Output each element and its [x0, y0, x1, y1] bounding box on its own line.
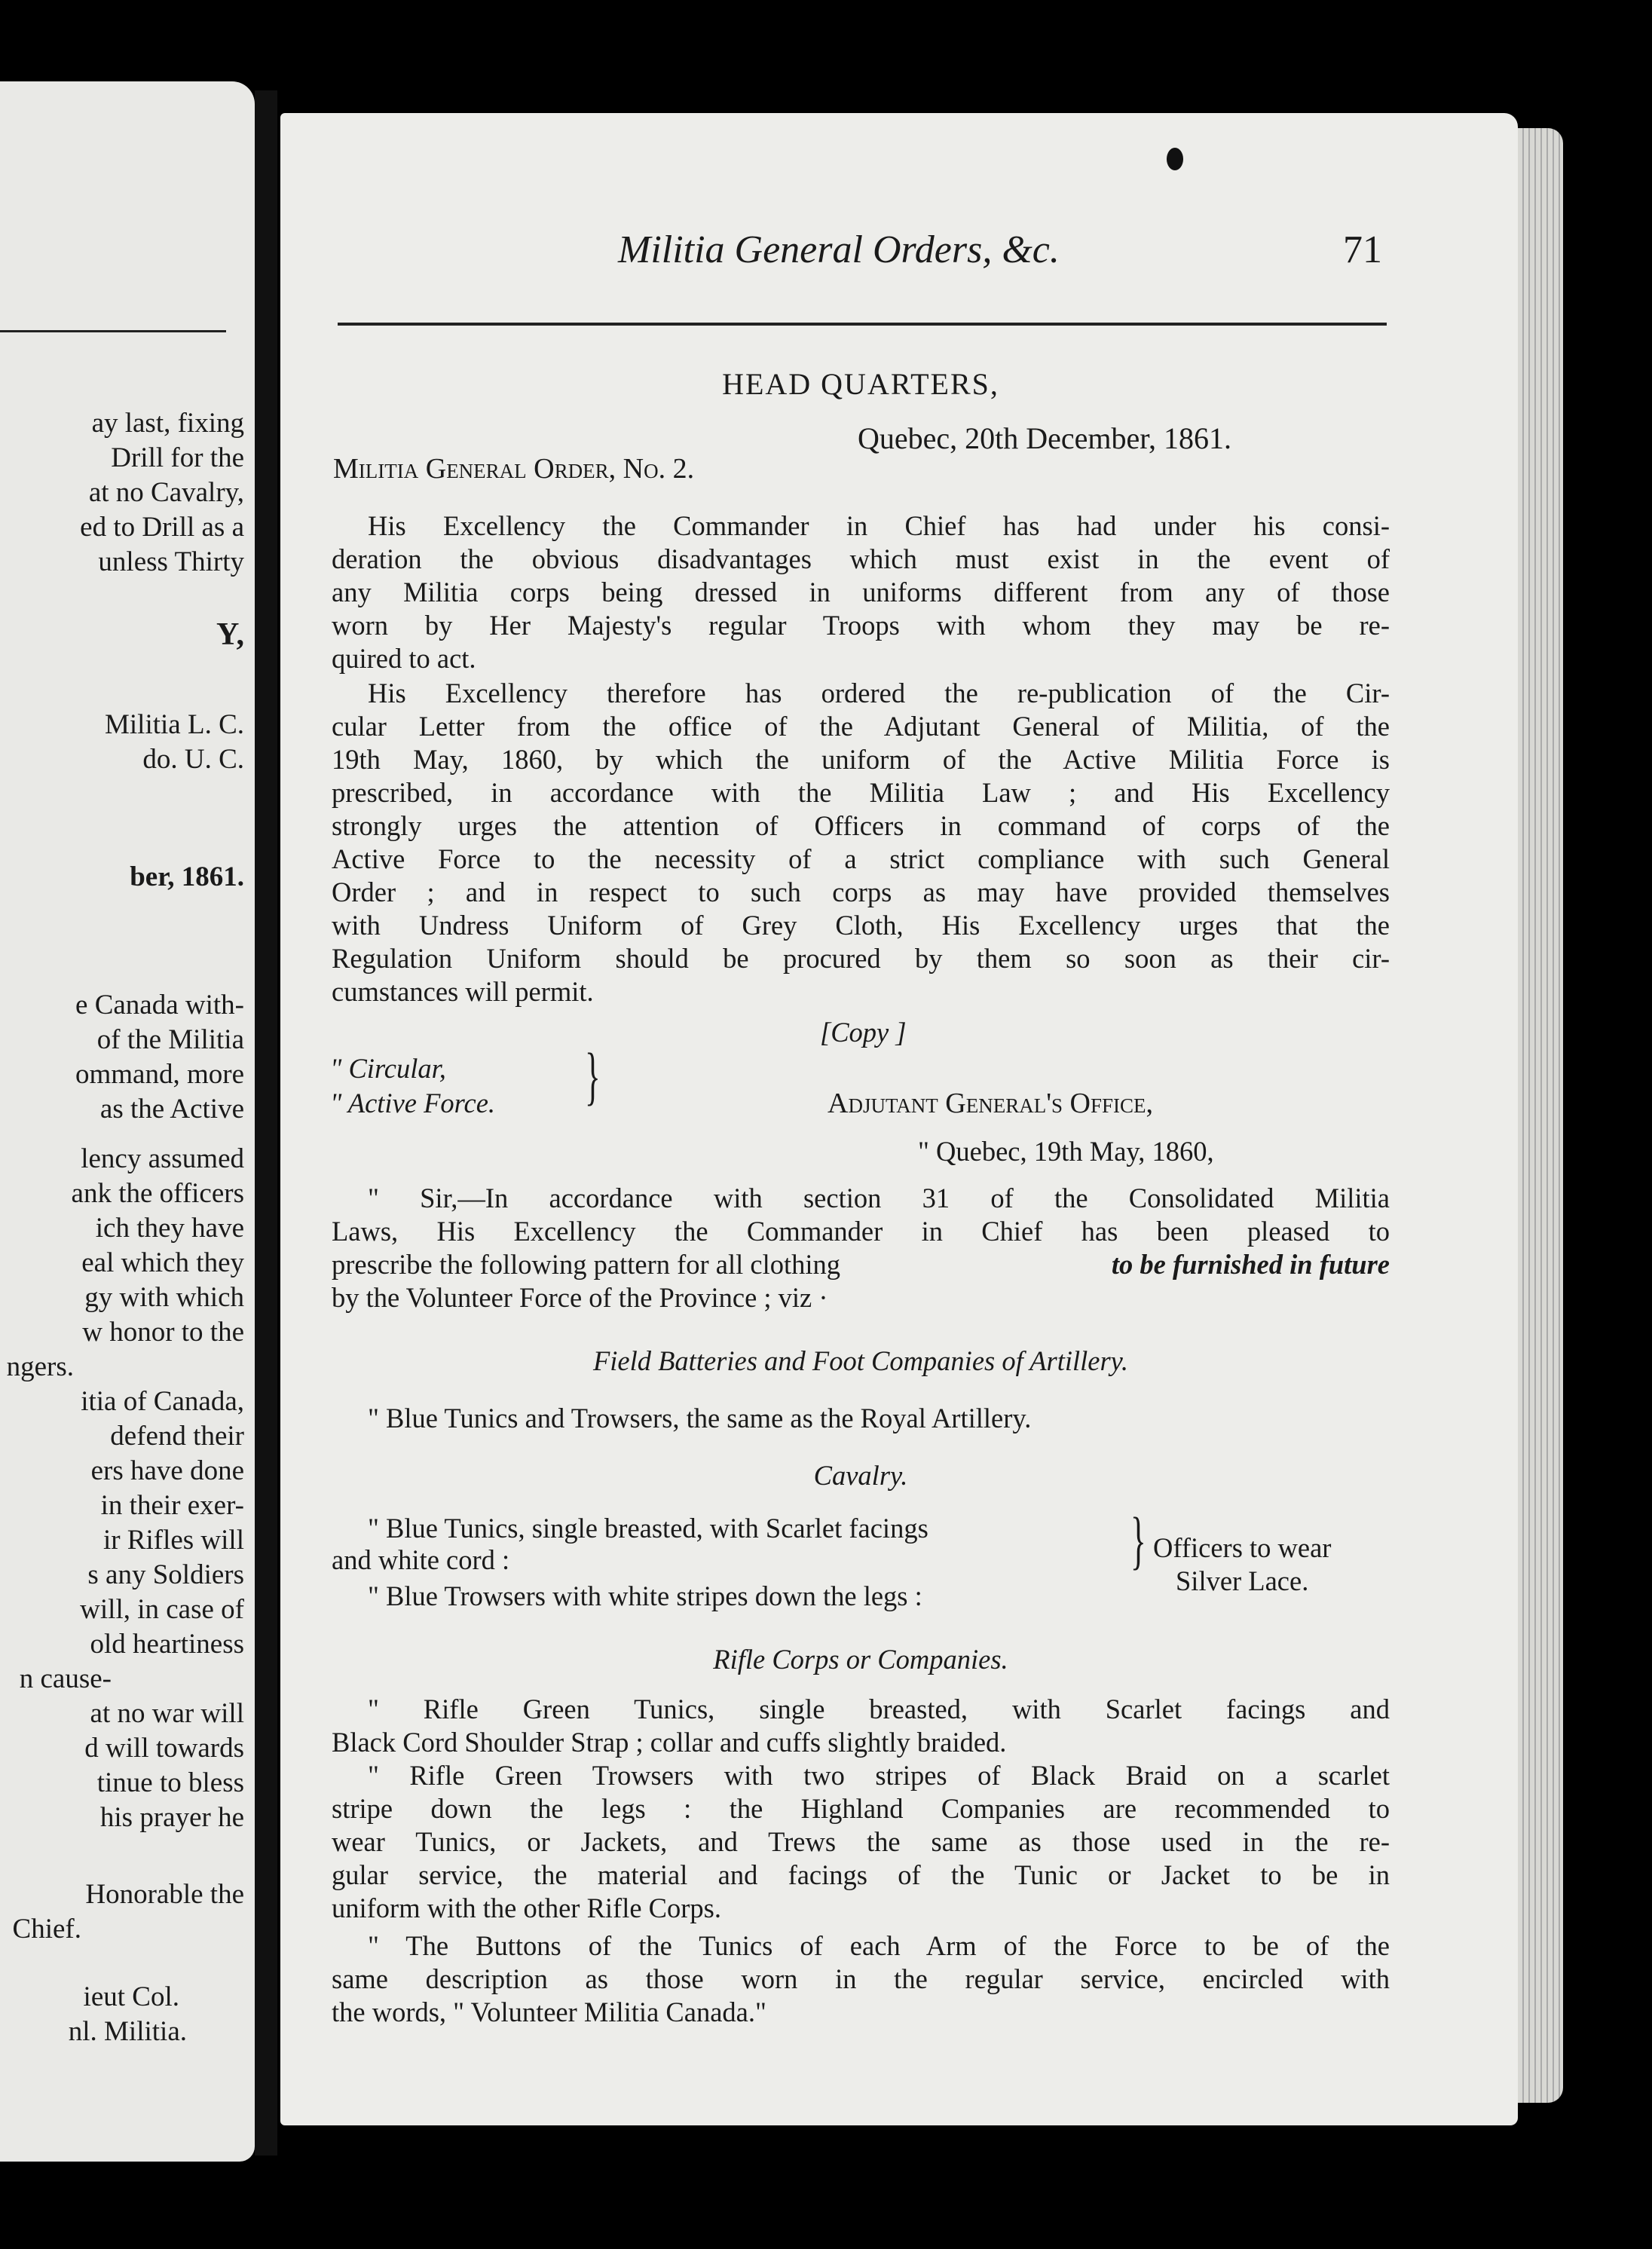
left-text-line: ay last, fixing	[91, 408, 244, 439]
left-text-line: eal which they	[81, 1247, 244, 1278]
body-line: the words, " Volunteer Militia Canada."	[332, 1997, 766, 2027]
left-text-line: in their exer-	[100, 1490, 244, 1521]
order-label: Militia General Order, No. 2.	[333, 453, 695, 485]
body-line: " The Buttons of the Tunics of each Arm of the Force to be of the	[368, 1930, 1390, 1961]
body-line: same description as those worn in the regular service, encircled with	[332, 1963, 1390, 1994]
body-line: cumstances will permit.	[332, 976, 594, 1007]
circular-label: " Active Force.	[330, 1088, 496, 1118]
left-text-line: ngers.	[6, 1351, 74, 1382]
left-text-line: at no war will	[90, 1698, 244, 1729]
left-text-line: s any Soldiers	[87, 1559, 244, 1590]
section-heading: Cavalry.	[813, 1460, 908, 1491]
officers-note: Silver Lace.	[1176, 1565, 1309, 1596]
body-line	[332, 1248, 1390, 1281]
body-line: 19th May, 1860, by which the uniform of the Active Militia Force is	[332, 744, 1390, 775]
left-text-line: gy with which	[84, 1282, 244, 1313]
body-line: " Rifle Green Trowsers with two stripes of Black Braid on a scarlet	[368, 1760, 1390, 1791]
left-text-line: ich they have	[95, 1213, 244, 1244]
section-heading: Field Batteries and Foot Companies of Artillery.	[592, 1345, 1128, 1376]
body-line: and white cord :	[332, 1544, 510, 1575]
body-line: His Excellency the Commander in Chief has had under his consi-	[368, 510, 1390, 541]
body-line: strongly urges the attention of Officers in command of corps of the	[332, 810, 1390, 841]
dateline: Quebec, 20th December, 1861.	[858, 421, 1231, 455]
body-line: " Rifle Green Tunics, single breasted, with Scarlet facings and	[368, 1694, 1390, 1724]
left-text-line: ber, 1861.	[130, 861, 244, 892]
left-text-line: his prayer he	[99, 1802, 244, 1833]
body-line: any Militia corps being dressed in uniforms different from any of those	[332, 577, 1390, 607]
body-line: wear Tunics, or Jackets, and Trews the same as those used in the re-	[332, 1826, 1390, 1857]
left-text-line: nl. Militia.	[68, 2016, 187, 2047]
left-text-line: old heartiness	[90, 1629, 244, 1660]
body-line: quired to act.	[332, 643, 476, 674]
body-line: " Blue Tunics and Trowsers, the same as the Royal Artillery.	[368, 1403, 1032, 1434]
left-header-rule	[0, 330, 226, 332]
left-text-line: d will towards	[84, 1733, 244, 1764]
body-line: worn by Her Majesty's regular Troops with whom they may be re-	[332, 610, 1390, 641]
left-text-line: w honor to the	[82, 1317, 244, 1348]
body-line: by the Volunteer Force of the Province ; viz ·	[332, 1282, 828, 1313]
body-line: Regulation Uniform should be procured by them so soon as their cir-	[332, 943, 1390, 974]
section-heading: Rifle Corps or Companies.	[713, 1644, 1008, 1675]
left-text-line: will, in case of	[80, 1594, 244, 1625]
body-line: cular Letter from the office of the Adjutant General of Militia, of the	[332, 711, 1390, 742]
ink-blot	[1167, 148, 1183, 170]
copy-label: [Copy ]	[820, 1017, 907, 1048]
book-gutter	[255, 90, 277, 2156]
left-text-line: unless Thirty	[98, 546, 244, 577]
left-text-line: ers have done	[90, 1455, 244, 1486]
body-line: prescribed, in accordance with the Militia Law ; and His Excellency	[332, 777, 1390, 808]
left-text-line: Militia L. C.	[105, 709, 244, 740]
body-line: with Undress Uniform of Grey Cloth, His Excellency urges that the	[332, 910, 1390, 941]
left-text-line: defend their	[110, 1421, 244, 1452]
left-text-line: do. U. C.	[142, 744, 244, 775]
body-line: Laws, His Excellency the Commander in Chief has been pleased to	[332, 1216, 1390, 1247]
previous-page	[0, 81, 255, 2162]
emphasis-text: to be furnished in future	[1111, 1249, 1390, 1280]
left-text-line: of the Militia	[96, 1024, 244, 1055]
left-text-line: lency assumed	[81, 1143, 244, 1174]
page-edges	[1518, 128, 1563, 2103]
running-head: Militia General Orders, &c.	[618, 228, 1060, 271]
left-text-line: ank the officers	[71, 1178, 244, 1209]
left-text-line: e Canada with-	[75, 990, 244, 1020]
body-line: " Sir,—In accordance with section 31 of the Consolidated Militia	[368, 1183, 1390, 1213]
brace: }	[585, 1039, 601, 1112]
body-line: stripe down the legs : the Highland Companies are recommended to	[332, 1793, 1390, 1824]
left-text-line: at no Cavalry,	[88, 477, 244, 508]
body-line: His Excellency therefore has ordered the re-publication of the Cir-	[368, 678, 1390, 708]
body-text: prescribe the following pattern for all clothing	[332, 1249, 841, 1280]
left-text-line: Chief.	[12, 1914, 81, 1945]
office-label: Adjutant General's Office,	[828, 1088, 1154, 1119]
left-text-line: Honorable the	[85, 1879, 244, 1910]
left-text-line: Y,	[216, 617, 244, 652]
page-number: 71	[1343, 228, 1382, 271]
office-date: " Quebec, 19th May, 1860,	[918, 1136, 1214, 1167]
body-line: Order ; and in respect to such corps as may have provided themselves	[332, 877, 1390, 907]
body-line: deration the obvious disadvantages which must exist in the event of	[332, 543, 1390, 574]
left-text-line: ir Rifles will	[102, 1525, 244, 1556]
left-text-line: ed to Drill as a	[80, 512, 244, 543]
body-line: " Blue Tunics, single breasted, with Scarlet facings	[368, 1513, 928, 1544]
left-text-line: n cause-	[19, 1663, 112, 1694]
body-line: " Blue Trowsers with white stripes down the legs :	[368, 1580, 922, 1611]
left-text-line: ieut Col.	[83, 1981, 179, 2012]
officers-note: Officers to wear	[1153, 1532, 1332, 1563]
body-line: Active Force to the necessity of a strict compliance with such General	[332, 843, 1390, 874]
left-text-line: itia of Canada,	[81, 1386, 244, 1417]
left-text-line: as the Active	[99, 1094, 244, 1124]
body-line: Black Cord Shoulder Strap ; collar and cuffs slightly braided.	[332, 1727, 1007, 1758]
left-text-line: tinue to bless	[96, 1767, 244, 1798]
left-text-line: Drill for the	[111, 442, 244, 473]
heading: HEAD QUARTERS,	[722, 367, 999, 401]
body-line: uniform with the other Rifle Corps.	[332, 1893, 722, 1923]
header-rule	[338, 323, 1387, 326]
brace: }	[1130, 1504, 1146, 1576]
left-text-line: ommand, more	[75, 1059, 244, 1090]
circular-label: " Circular,	[330, 1053, 446, 1084]
body-line: gular service, the material and facings of the Tunic or Jacket to be in	[332, 1859, 1390, 1890]
